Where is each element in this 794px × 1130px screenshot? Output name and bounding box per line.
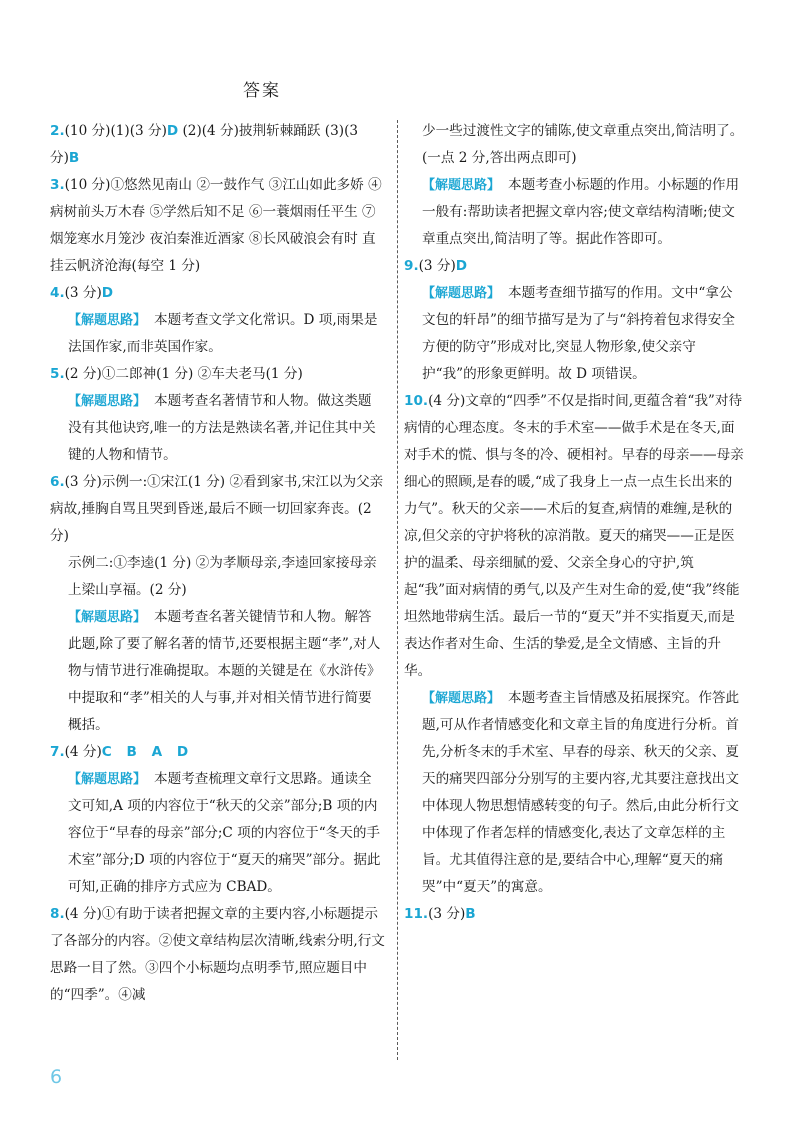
explanation-5: 【解题思路】 本题考查名著情节和人物。做这类题没有其他诀窍,唯一的方法是熟读名著,并记住其中关键的人物和情节。 — [68, 393, 376, 463]
solution-tag: 【解题思路】 — [68, 772, 147, 787]
question-number: 3. — [50, 177, 65, 193]
question-number: 9. — [404, 258, 419, 274]
question-number: 4. — [50, 285, 65, 301]
solution-tag: 【解题思路】 — [422, 691, 501, 706]
answer-4: 4.(3 分)D — [50, 285, 114, 301]
answer-9: 9.(3 分)D — [404, 258, 468, 274]
solution-tag: 【解题思路】 — [68, 610, 147, 625]
answer-2: 2.(10 分)(1)(3 分)D (2)(4 分)披荆斩棘踊跃 (3)(3 分)B — [50, 123, 359, 166]
answer-7: 7.(4 分)C B A D — [50, 744, 189, 760]
explanation-8: 【解题思路】 本题考查小标题的作用。小标题的作用一般有:帮助读者把握文章内容;使文章结构清晰;使文章重点突出,简洁明了等。据此作答即可。 — [422, 177, 740, 247]
right-column — [404, 118, 744, 928]
answer-3: 3.(10 分)①悠然见南山 ②一鼓作气 ③江山如此多娇 ④病树前头万木春 ⑤学然后知不足 ⑥一蓑烟雨任平生 ⑦烟笼寒水月笼沙 夜泊秦淮近酒家 ⑧长风破浪会有时 直挂云帆济沧海(每空 1 分) — [50, 177, 382, 274]
answer-5: 5.(2 分)①二郎神(1 分) ②车夫老马(1 分) — [50, 366, 303, 382]
answer-11: 11.(3 分)B — [404, 906, 476, 922]
answer-choice: D — [166, 123, 179, 139]
question-number: 10. — [404, 393, 429, 409]
question-number: 8. — [50, 906, 65, 922]
answer-6: 6.(3 分)示例一:①宋江(1 分) ②看到家书,宋江以为父亲病故,捶胸自骂且哭到昏迷,最后不顾一切回家奔丧。(2 分) — [50, 474, 384, 544]
answer-choice: D — [101, 285, 114, 301]
left-column — [50, 118, 385, 1009]
answer-6-example-2: 示例二:①李逵(1 分) ②为孝顺母亲,李逵回家接母亲上梁山享福。(2 分) — [68, 555, 377, 598]
answer-10: 10.(4 分)文章的“四季”不仅是指时间,更蕴含着“我”对待病情的心理态度。冬末的手术室——做手术是在冬天,面对手术的慌、惧与冬的冷、硬相衬。早春的母亲——母亲细心的照顾,是春的暖,“成了我身上一点一点生长出来的力气”。秋天的父亲——术后的复查,病情的难缠,是秋的凉,但父亲的守护将秋的凉消散。夏天的痛哭——正是医护的温柔、母亲细腻的爱、父亲全身心的守护,筑起“我”面对病情的勇气,以及产生对生命的爱,使“我”终能坦然地带病生活。最后一节的“夏天”并不实指夏天,而是表达作者对生命、生活的挚爱,是全文情感、主旨的升华。 — [404, 393, 744, 679]
answer-choice: C B A D — [101, 744, 189, 760]
question-number: 7. — [50, 744, 65, 760]
answer-8-continued: 少一些过渡性文字的铺陈,使文章重点突出,简洁明了。(一点 2 分,答出两点即可) — [422, 123, 744, 166]
explanation-9: 【解题思路】 本题考查细节描写的作用。文中“拿公文包的轩昂”的细节描写是为了与“斜挎着包求得安全方便的防守”形成对比,突显人物形象,使父亲守护“我”的形象更鲜明。故 D 项错误。 — [422, 285, 735, 382]
explanation-7: 【解题思路】 本题考查梳理文章行文思路。通读全文可知,A 项的内容位于“秋天的父亲”部分;B 项的内容位于“早春的母亲”部分;C 项的内容位于“冬天的手术室”部分;D 项的内容位于“夏天的痛哭”部分。据此可知,正确的排序方式应为 CBAD。 — [68, 771, 381, 895]
solution-tag: 【解题思路】 — [422, 286, 501, 301]
explanation-6: 【解题思路】 本题考查名著关键情节和人物。解答此题,除了要了解名著的情节,还要根据主题“孝”,对人物与情节进行准确提取。本题的关键是在《水浒传》中提取和“孝”相关的人与事,并对相关情节进行简要概括。 — [68, 609, 381, 733]
question-number: 2. — [50, 123, 65, 139]
solution-tag: 【解题思路】 — [422, 178, 501, 193]
answer-8: 8.(4 分)①有助于读者把握文章的主要内容,小标题提示了各部分的内容。②使文章结构层次清晰,线索分明,行文思路一目了然。③四个小标题均点明季节,照应题目中的“四季”。④减 — [50, 906, 385, 1003]
question-number: 11. — [404, 906, 429, 922]
question-number: 6. — [50, 474, 65, 490]
answer-choice: B — [465, 906, 476, 922]
solution-tag: 【解题思路】 — [68, 313, 147, 328]
question-number: 5. — [50, 366, 65, 382]
answer-choice: D — [455, 258, 468, 274]
page-title: 答案 — [243, 81, 281, 101]
page-number: 6 — [50, 1066, 63, 1088]
solution-tag: 【解题思路】 — [68, 394, 147, 409]
explanation-10: 【解题思路】 本题考查主旨情感及拓展探究。作答此题,可从作者情感变化和文章主旨的角度进行分析。首先,分析冬末的手术室、早春的母亲、秋天的父亲、夏天的痛哭四部分分别写的主要内容,尤其要注意找出文中体现人物思想情感转变的句子。然后,由此分析行文中体现了作者怎样的情感变化,表达了文章怎样的主旨。尤其值得注意的是,要结合中心,理解“夏天的痛哭”中“夏天”的寓意。 — [422, 690, 740, 895]
answer-choice: B — [68, 150, 80, 166]
column-divider — [397, 120, 398, 1060]
explanation-4: 【解题思路】 本题考查文学文化常识。D 项,雨果是法国作家,而非英国作家。 — [68, 312, 378, 355]
